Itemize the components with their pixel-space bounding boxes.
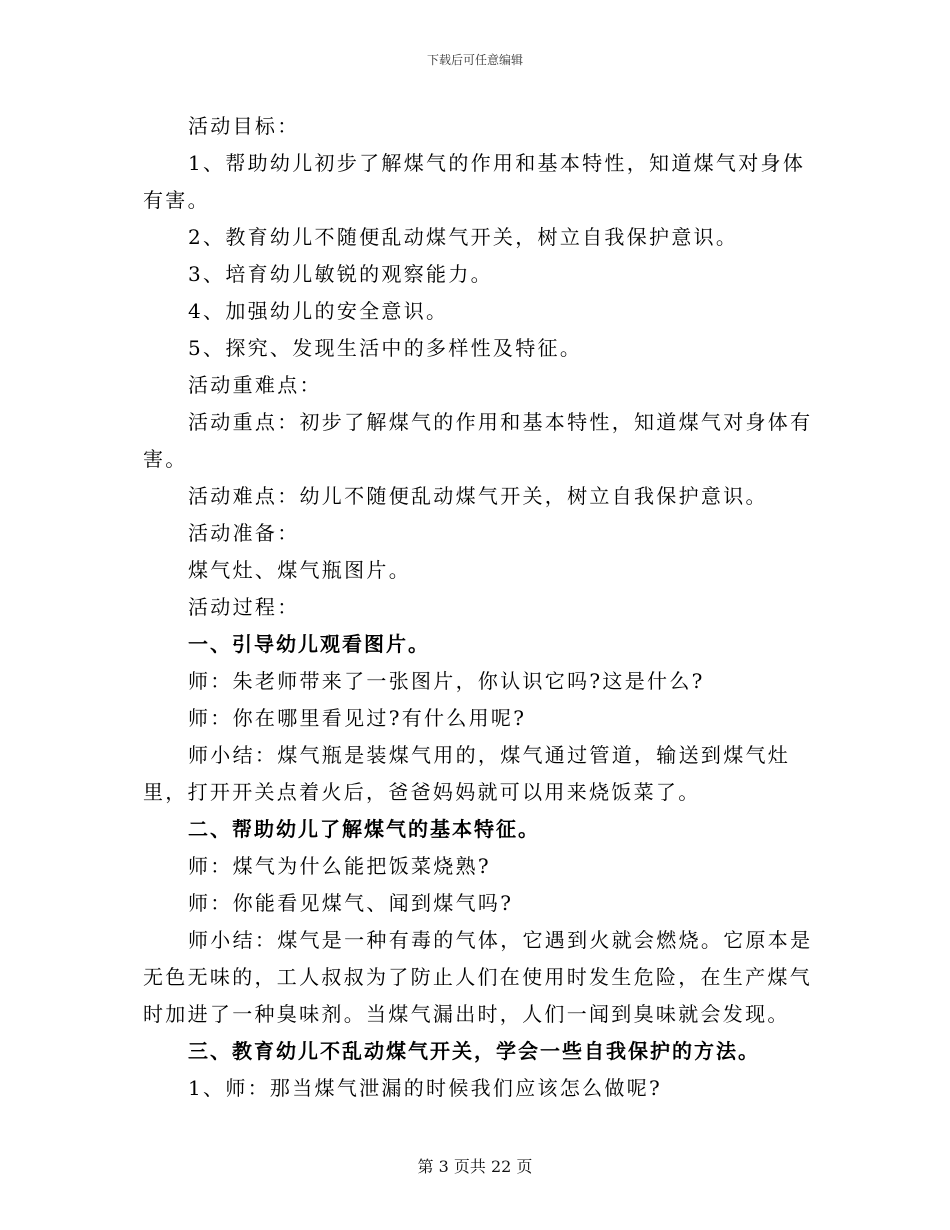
paragraph: 活动重点：初步了解煤气的作用和基本特性，知道煤气对身体有害。 (143, 410, 813, 471)
paragraph: 师小结：煤气是一种有毒的气体，它遇到火就会燃烧。它原本是无色无味的，工人叔叔为了防止人们在使用时发生危险，在生产煤气时加进了一种臭味剂。当煤气漏出时，人们一闻到臭味就会发现。 (143, 928, 813, 1026)
paragraph: 师小结：煤气瓶是装煤气用的，煤气通过管道，输送到煤气灶里，打开开关点着火后，爸爸妈妈就可以用来烧饭菜了。 (143, 743, 791, 804)
paragraph: 5、探究、发现生活中的多样性及特征。 (188, 336, 583, 360)
paragraph: 师：你在哪里看见过?有什么用呢? (188, 706, 527, 730)
paragraph: 1、师：那当煤气泄漏的时候我们应该怎么做呢? (188, 1076, 663, 1100)
page-indicator: 第 3 页共 22 页 (417, 1157, 533, 1176)
paragraph: 活动过程： (188, 595, 300, 619)
paragraph: 师：你能看见煤气、闻到煤气吗? (188, 891, 514, 915)
paragraph: 3、培育幼儿敏锐的观察能力。 (188, 262, 493, 286)
paragraph: 活动准备： (188, 521, 300, 545)
paragraph: 师：朱老师带来了一张图片，你认识它吗?这是什么? (188, 669, 705, 693)
header-note: 下载后可任意编辑 (426, 53, 523, 67)
paragraph: 活动目标： (188, 114, 300, 138)
paragraph: 1、帮助幼儿初步了解煤气的作用和基本特性，知道煤气对身体有害。 (143, 151, 806, 212)
section-heading: 二、帮助幼儿了解煤气的基本特征。 (188, 817, 540, 841)
paragraph: 2、教育幼儿不随便乱动煤气开关，树立自我保护意识。 (188, 225, 739, 249)
document-body (143, 108, 813, 1107)
paragraph: 活动难点：幼儿不随便乱动煤气开关，树立自我保护意识。 (188, 484, 768, 508)
paragraph: 师：煤气为什么能把饭菜烧熟? (188, 854, 491, 878)
paragraph: 活动重难点： (188, 373, 322, 397)
section-heading: 三、教育幼儿不乱动煤气开关，学会一些自我保护的方法。 (188, 1039, 760, 1063)
paragraph: 4、加强幼儿的安全意识。 (188, 299, 449, 323)
section-heading: 一、引导幼儿观看图片。 (188, 632, 430, 656)
paragraph: 煤气灶、煤气瓶图片。 (188, 558, 411, 582)
